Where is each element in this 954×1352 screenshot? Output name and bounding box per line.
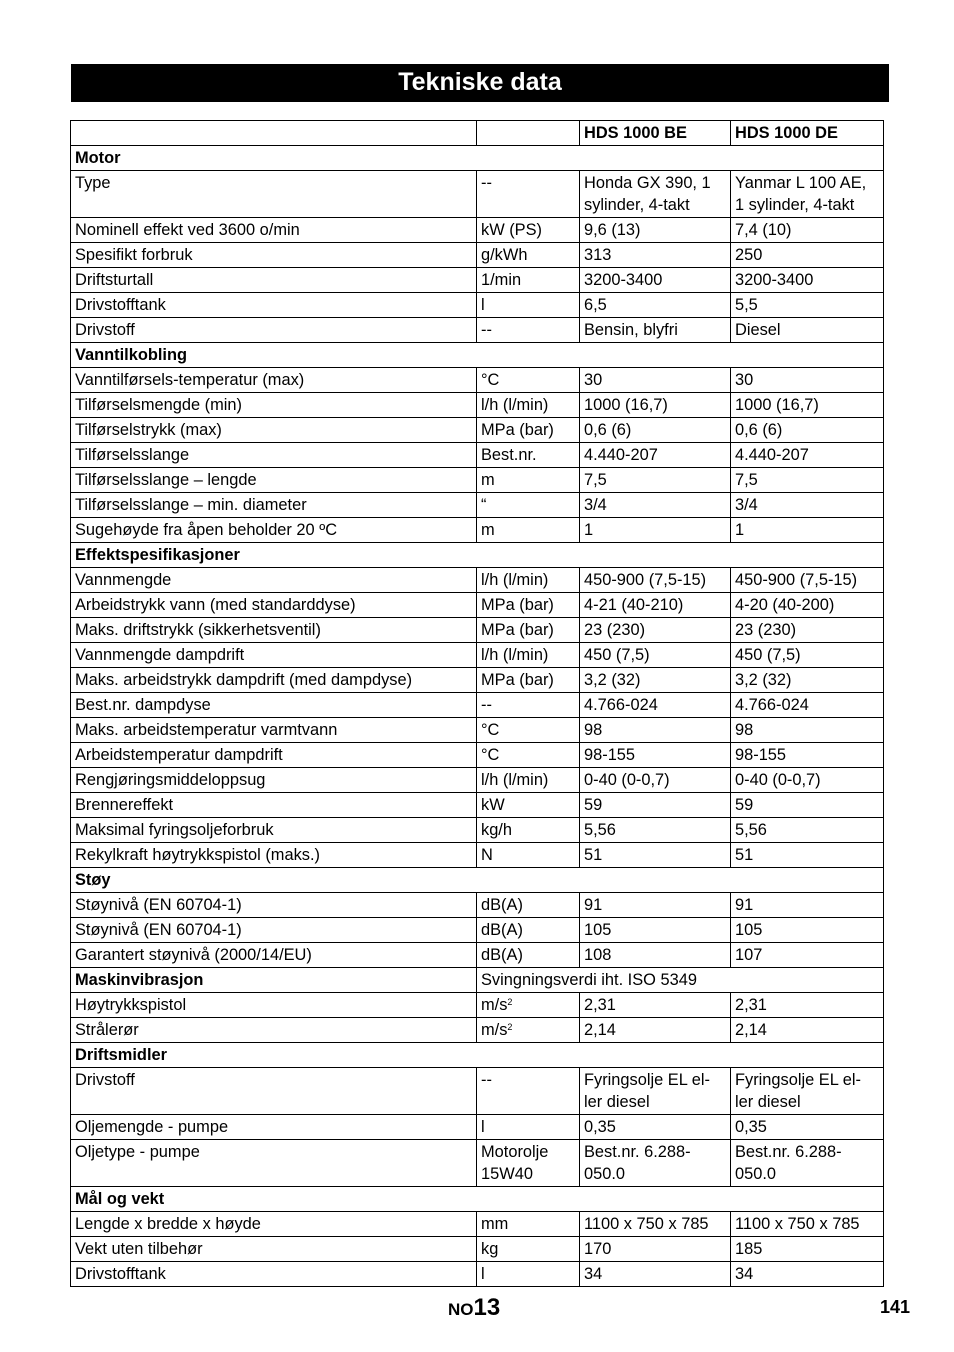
table-row [71, 793, 884, 818]
table-row [71, 418, 884, 443]
section-heading: Driftsmidler [71, 1043, 884, 1068]
cell-value-be: 450-900 (7,5-15) [580, 568, 731, 593]
cell-unit: MPa (bar) [477, 418, 580, 443]
cell-value-be: 105 [580, 918, 731, 943]
table-row [71, 743, 884, 768]
cell-value-de: 4-20 (40-200) [731, 593, 884, 618]
cell-label: Drivstofftank [71, 293, 477, 318]
cell-value-be: 30 [580, 368, 731, 393]
cell-value-de: 250 [731, 243, 884, 268]
table-row [71, 718, 884, 743]
cell-label: Rengjøringsmiddeloppsug [71, 768, 477, 793]
cell-unit: Motorolje 15W40 [477, 1140, 580, 1187]
cell-unit: l/h (l/min) [477, 568, 580, 593]
cell-value-de: 4.766-024 [731, 693, 884, 718]
header-cell-model-be: HDS 1000 BE [580, 121, 731, 146]
cell-unit: MPa (bar) [477, 668, 580, 693]
table-row [71, 218, 884, 243]
cell-unit: l [477, 1115, 580, 1140]
section-row [71, 146, 884, 171]
cell-unit: MPa (bar) [477, 618, 580, 643]
table-row [71, 293, 884, 318]
table-row [71, 1237, 884, 1262]
section-row [71, 868, 884, 893]
cell-value-be: 7,5 [580, 468, 731, 493]
table-row [71, 593, 884, 618]
cell-value-be: Best.nr. 6.288-050.0 [580, 1140, 731, 1187]
cell-label: Drivstofftank [71, 1262, 477, 1287]
section-note: Svingningsverdi iht. ISO 5349 [477, 968, 884, 993]
page-number: 141 [880, 1297, 911, 1317]
cell-value-de: 0,6 (6) [731, 418, 884, 443]
cell-label: Drivstoff [71, 318, 477, 343]
cell-value-be: 170 [580, 1237, 731, 1262]
table-row [71, 943, 884, 968]
table-row [71, 993, 884, 1018]
cell-unit [477, 993, 580, 1018]
cell-value-de: 51 [731, 843, 884, 868]
cell-label: Vanntilførsels-temperatur (max) [71, 368, 477, 393]
section-heading: Vanntilkobling [71, 343, 884, 368]
header-cell-unit [477, 121, 580, 146]
table-row [71, 818, 884, 843]
cell-unit: dB(A) [477, 893, 580, 918]
section-heading: Effektspesifikasjoner [71, 543, 884, 568]
cell-value-be: 4-21 (40-210) [580, 593, 731, 618]
cell-value-be: 108 [580, 943, 731, 968]
cell-value-de: 3/4 [731, 493, 884, 518]
cell-label: Tilførselstrykk (max) [71, 418, 477, 443]
cell-value-de: 1100 x 750 x 785 [731, 1212, 884, 1237]
cell-unit: N [477, 843, 580, 868]
cell-label: Maks. driftstrykk (sikkerhetsventil) [71, 618, 477, 643]
cell-value-de: Fyringsolje EL el-ler diesel [731, 1068, 884, 1115]
technical-data-table [70, 120, 884, 1287]
table-header-row [71, 121, 884, 146]
cell-value-de: 91 [731, 893, 884, 918]
cell-value-de: Best.nr. 6.288-050.0 [731, 1140, 884, 1187]
cell-value-be: 34 [580, 1262, 731, 1287]
table-row [71, 393, 884, 418]
cell-value-de: 450 (7,5) [731, 643, 884, 668]
section-row [71, 968, 884, 993]
section-row [71, 1187, 884, 1212]
section-row [71, 343, 884, 368]
cell-value-be: 51 [580, 843, 731, 868]
cell-unit: “ [477, 493, 580, 518]
cell-unit: °C [477, 718, 580, 743]
cell-value-de: 59 [731, 793, 884, 818]
cell-value-be: 313 [580, 243, 731, 268]
cell-label: Maksimal fyringsoljeforbruk [71, 818, 477, 843]
cell-value-be: 98-155 [580, 743, 731, 768]
table-row [71, 1212, 884, 1237]
cell-unit: Best.nr. [477, 443, 580, 468]
cell-value-be: 0,35 [580, 1115, 731, 1140]
table-row [71, 1068, 884, 1115]
cell-value-de: 105 [731, 918, 884, 943]
cell-unit: l [477, 293, 580, 318]
cell-value-de: 4.440-207 [731, 443, 884, 468]
cell-unit [477, 1018, 580, 1043]
cell-unit: MPa (bar) [477, 593, 580, 618]
cell-value-be: 1100 x 750 x 785 [580, 1212, 731, 1237]
table-row [71, 843, 884, 868]
unit-superscript: 2 [507, 997, 513, 1007]
cell-value-de: 3200-3400 [731, 268, 884, 293]
cell-value-be: 23 (230) [580, 618, 731, 643]
cell-value-de: Yanmar L 100 AE, 1 sylinder, 4-takt [731, 171, 884, 218]
cell-value-be: 4.440-207 [580, 443, 731, 468]
cell-unit: g/kWh [477, 243, 580, 268]
cell-value-de: 98 [731, 718, 884, 743]
cell-unit: l/h (l/min) [477, 643, 580, 668]
unit-superscript: 2 [507, 1022, 513, 1032]
cell-value-be: Fyringsolje EL el-ler diesel [580, 1068, 731, 1115]
cell-label: Oljemengde - pumpe [71, 1115, 477, 1140]
section-heading: Støy [71, 868, 884, 893]
cell-value-be: 5,56 [580, 818, 731, 843]
table-row [71, 368, 884, 393]
table-row [71, 1115, 884, 1140]
section-row [71, 543, 884, 568]
table-row [71, 493, 884, 518]
footer-language-code: NO [448, 1300, 474, 1319]
cell-unit: °C [477, 368, 580, 393]
cell-value-be: 3200-3400 [580, 268, 731, 293]
cell-label: Driftsturtall [71, 268, 477, 293]
table-row [71, 768, 884, 793]
cell-unit: l/h (l/min) [477, 393, 580, 418]
table-row [71, 668, 884, 693]
section-heading: Maskinvibrasjon [71, 968, 477, 993]
table-row [71, 893, 884, 918]
table-row [71, 468, 884, 493]
cell-value-be: 6,5 [580, 293, 731, 318]
cell-unit: dB(A) [477, 943, 580, 968]
cell-label: Nominell effekt ved 3600 o/min [71, 218, 477, 243]
cell-value-be: 0-40 (0-0,7) [580, 768, 731, 793]
table-row [71, 1140, 884, 1187]
table-row [71, 693, 884, 718]
cell-value-de: 185 [731, 1237, 884, 1262]
cell-unit: l [477, 1262, 580, 1287]
cell-value-de: 0-40 (0-0,7) [731, 768, 884, 793]
cell-label: Tilførselsslange [71, 443, 477, 468]
table-row [71, 518, 884, 543]
cell-value-be: 2,31 [580, 993, 731, 1018]
cell-label: Støynivå (EN 60704-1) [71, 893, 477, 918]
cell-value-be: 1 [580, 518, 731, 543]
table-row [71, 171, 884, 218]
cell-unit: kW [477, 793, 580, 818]
cell-value-de: 1000 (16,7) [731, 393, 884, 418]
cell-unit: l/h (l/min) [477, 768, 580, 793]
cell-unit: -- [477, 318, 580, 343]
cell-value-be: 0,6 (6) [580, 418, 731, 443]
cell-value-de: 3,2 (32) [731, 668, 884, 693]
cell-value-be: 3/4 [580, 493, 731, 518]
cell-value-de: 98-155 [731, 743, 884, 768]
cell-value-de: 5,5 [731, 293, 884, 318]
cell-value-de: 1 [731, 518, 884, 543]
cell-value-be: 98 [580, 718, 731, 743]
table-row [71, 643, 884, 668]
cell-label: Høytrykkspistol [71, 993, 477, 1018]
cell-label: Brennereffekt [71, 793, 477, 818]
cell-value-de: 7,4 (10) [731, 218, 884, 243]
cell-label: Arbeidstemperatur dampdrift [71, 743, 477, 768]
unit-text: m/s [481, 1021, 508, 1039]
cell-value-de: Diesel [731, 318, 884, 343]
cell-value-de: 34 [731, 1262, 884, 1287]
cell-label: Lengde x bredde x høyde [71, 1212, 477, 1237]
cell-value-be: Honda GX 390, 1 sylinder, 4-takt [580, 171, 731, 218]
cell-value-be: 2,14 [580, 1018, 731, 1043]
cell-value-be: Bensin, blyfri [580, 318, 731, 343]
cell-label: Sugehøyde fra åpen beholder 20 ºC [71, 518, 477, 543]
cell-value-de: 2,31 [731, 993, 884, 1018]
cell-label: Tilførselsslange – lengde [71, 468, 477, 493]
cell-unit: kW (PS) [477, 218, 580, 243]
cell-unit: °C [477, 743, 580, 768]
cell-unit: 1/min [477, 268, 580, 293]
section-row [71, 1043, 884, 1068]
page-footer-section [448, 1294, 500, 1322]
cell-value-be: 59 [580, 793, 731, 818]
cell-value-de: 107 [731, 943, 884, 968]
cell-label: Støynivå (EN 60704-1) [71, 918, 477, 943]
cell-label: Tilførselsmengde (min) [71, 393, 477, 418]
unit-text: m/s [481, 996, 508, 1014]
cell-label: Vannmengde [71, 568, 477, 593]
cell-value-de: 30 [731, 368, 884, 393]
cell-label: Rekylkraft høytrykkspistol (maks.) [71, 843, 477, 868]
cell-value-be: 91 [580, 893, 731, 918]
table-row [71, 618, 884, 643]
header-cell-model-de: HDS 1000 DE [731, 121, 884, 146]
cell-unit: mm [477, 1212, 580, 1237]
cell-label: Vekt uten tilbehør [71, 1237, 477, 1262]
cell-unit: dB(A) [477, 918, 580, 943]
cell-label: Garantert støynivå (2000/14/EU) [71, 943, 477, 968]
table-row [71, 268, 884, 293]
section-heading: Motor [71, 146, 884, 171]
cell-value-de: 0,35 [731, 1115, 884, 1140]
cell-label: Best.nr. dampdyse [71, 693, 477, 718]
cell-value-de: 450-900 (7,5-15) [731, 568, 884, 593]
cell-unit: m [477, 468, 580, 493]
cell-label: Type [71, 171, 477, 218]
footer-section-page: 13 [473, 1294, 501, 1321]
cell-value-de: 23 (230) [731, 618, 884, 643]
cell-unit: -- [477, 693, 580, 718]
cell-value-be: 9,6 (13) [580, 218, 731, 243]
cell-label: Drivstoff [71, 1068, 477, 1115]
cell-unit: kg/h [477, 818, 580, 843]
cell-value-be: 4.766-024 [580, 693, 731, 718]
table-row [71, 443, 884, 468]
table-row [71, 318, 884, 343]
cell-value-de: 5,56 [731, 818, 884, 843]
table-row [71, 918, 884, 943]
cell-unit: -- [477, 1068, 580, 1115]
cell-unit: -- [477, 171, 580, 218]
table-row [71, 1262, 884, 1287]
page-title: Tekniske data [71, 64, 889, 102]
cell-value-de: 2,14 [731, 1018, 884, 1043]
cell-label: Spesifikt forbruk [71, 243, 477, 268]
table-row [71, 1018, 884, 1043]
table-row [71, 568, 884, 593]
cell-label: Arbeidstrykk vann (med standarddyse) [71, 593, 477, 618]
cell-label: Oljetype - pumpe [71, 1140, 477, 1187]
cell-value-be: 1000 (16,7) [580, 393, 731, 418]
cell-label: Strålerør [71, 1018, 477, 1043]
header-cell-label [71, 121, 477, 146]
cell-value-de: 7,5 [731, 468, 884, 493]
table-row [71, 243, 884, 268]
cell-unit: kg [477, 1237, 580, 1262]
cell-label: Tilførselsslange – min. diameter [71, 493, 477, 518]
section-heading: Mål og vekt [71, 1187, 884, 1212]
table-body [71, 146, 884, 1287]
cell-label: Vannmengde dampdrift [71, 643, 477, 668]
cell-label: Maks. arbeidstrykk dampdrift (med dampdyse) [71, 668, 477, 693]
cell-label: Maks. arbeidstemperatur varmtvann [71, 718, 477, 743]
cell-unit: m [477, 518, 580, 543]
cell-value-be: 450 (7,5) [580, 643, 731, 668]
cell-value-be: 3,2 (32) [580, 668, 731, 693]
